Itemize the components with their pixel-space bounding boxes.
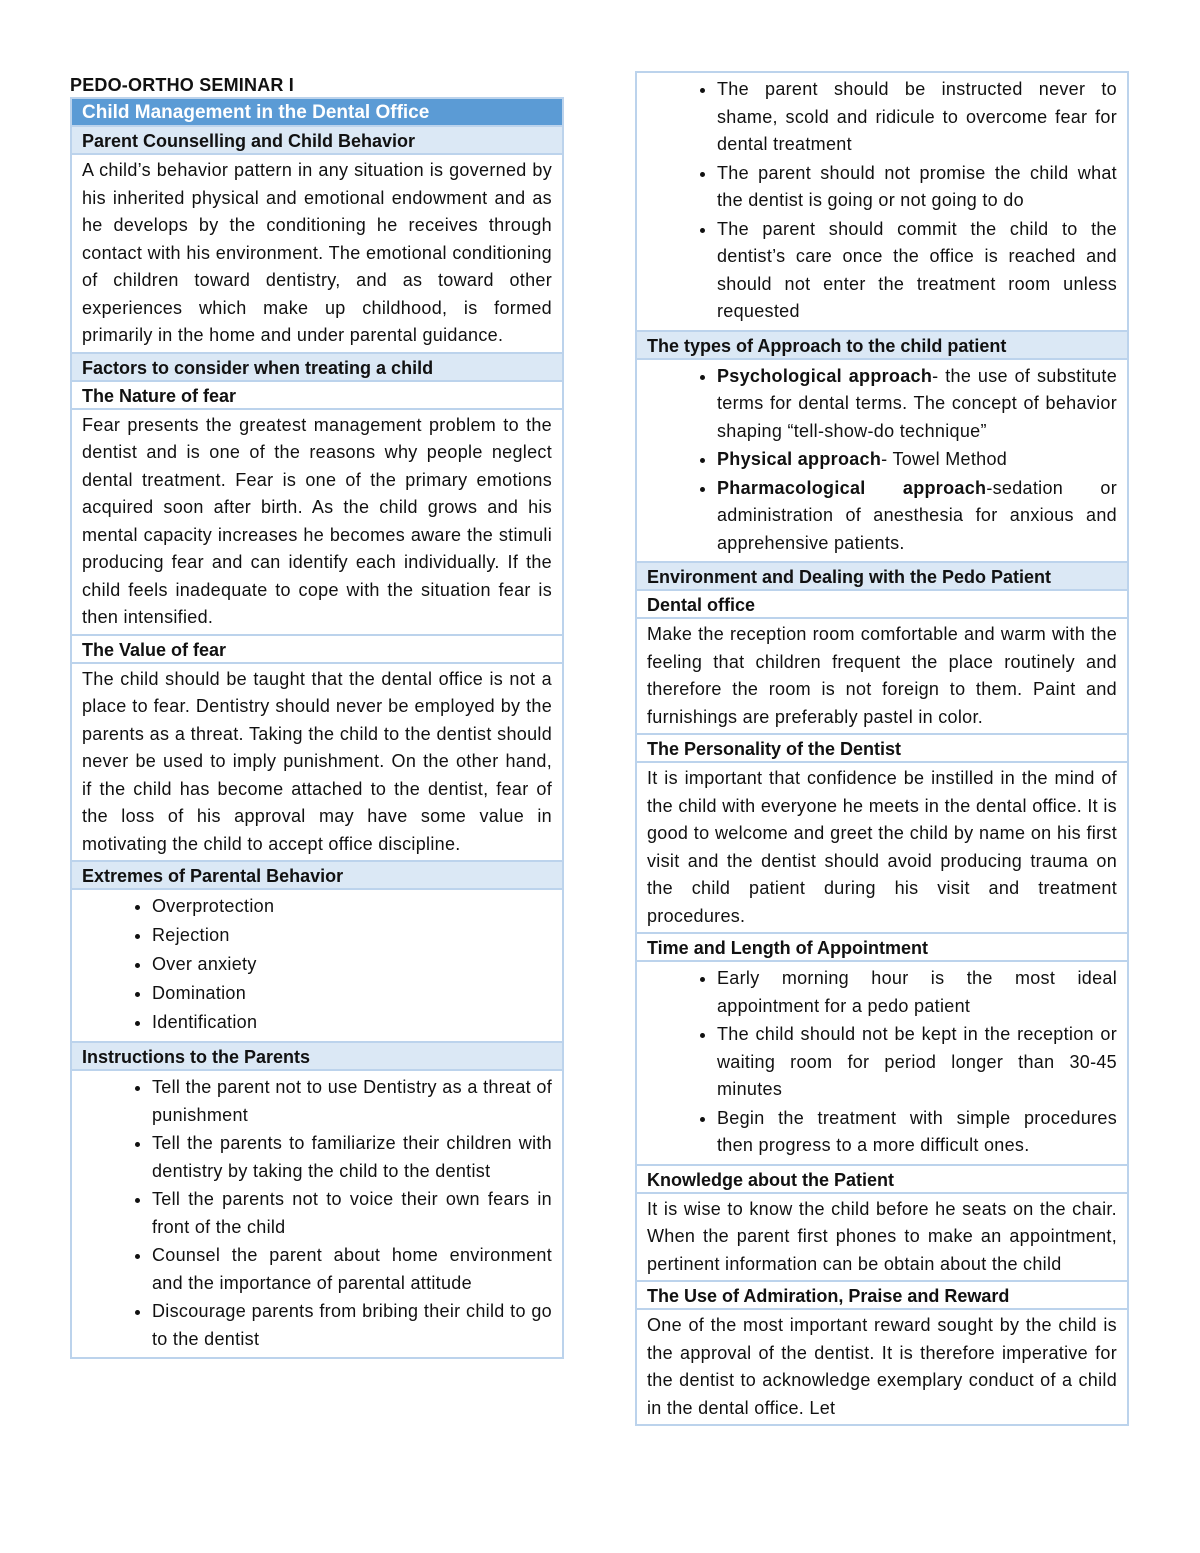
knowledge-text: It is wise to know the child before he seats on the chair. When the parent first phones to make an appointment, pertinent information can be obtain about the child [637,1194,1127,1283]
nature-of-fear-text: Fear presents the greatest management problem to the dentist and is one of the reasons why people neglect dental treatment. Fear is one of the primary emotions acquired soon after birth. As the child grows and his mental capacity increases he becomes aware the stimuli producing fear and can identify each individually. If the child feels inadequate to cope with the situation fear is then intensified. [72,410,562,636]
instructions-heading: Instructions to the Parents [72,1043,562,1071]
list-item [717,446,1117,474]
list-item: • Discourage parents from bribing their child to go to the dentist [152,1298,552,1353]
approach-list [637,360,1127,562]
list-item: • Begin the treatment with simple procedures then progress to a more difficult ones. [717,1105,1117,1160]
list-item: • The child should not be kept in the reception or waiting room for period longer than 30-45 minutes [717,1021,1117,1104]
list-item: • Domination [152,980,552,1008]
admiration-text: One of the most important reward sought by the child is the approval of the dentist. It is therefore imperative for the dentist to acknowledge exemplary conduct of a child in the dental office. Let [647,1315,1117,1418]
parent-counselling-heading: Parent Counselling and Child Behavior [72,127,562,155]
list-item: • The parent should commit the child to the dentist’s care once the office is reached and should not enter the treatment room unless requested [717,216,1117,326]
list-item: • Over anxiety [152,951,552,979]
list-item: • Tell the parent not to use Dentistry as a threat of punishment [152,1074,552,1129]
approach-text: - the use of substitute terms for dental terms. The concept of behavior shaping “tell-show-do technique” [717,365,1118,441]
list-item [717,475,1117,558]
left-column-table [70,97,564,1359]
personality-text: It is important that confidence be instilled in the mind of the child with everyone he meets in the dental office. It is good to welcome and greet the child by name on his first visit and the dentist should avoid producing trauma on the child patient during his visit and treatment procedures. [637,763,1127,934]
list-item: • Tell the parents not to voice their own fears in front of the child [152,1186,552,1241]
list-item: • Identification [152,1009,552,1037]
approach-list-cell [637,360,1127,564]
instructions-continued-list [637,73,1127,330]
extremes-heading: Extremes of Parental Behavior [72,862,562,890]
extremes-list-cell [72,890,562,1043]
approach-heading: The types of Approach to the child patient [637,332,1127,360]
parent-counselling-text: A child’s behavior pattern in any situation is governed by his inherited physical and emotional endowment and as he develops by the conditioning he receives through contact with his environment. The emotional conditioning of children toward dentistry, and as toward other experiences which make up childhood, is formed primarily in the home and under parental guidance. [72,155,562,354]
appointment-heading: Time and Length of Appointment [637,934,1127,962]
instructions-list [72,1071,562,1357]
list-item: • Counsel the parent about home environment and the importance of parental attitude [152,1242,552,1297]
instructions-list-cell [72,1071,562,1357]
list-item: • Overprotection [152,893,552,921]
list-item: • The parent should be instructed never to shame, scold and ridicule to overcome fear for dental treatment [717,76,1117,159]
instructions-continued-cell [637,73,1127,332]
factors-heading: Factors to consider when treating a child [72,354,562,382]
list-item: • Rejection [152,922,552,950]
approach-text: -sedation or administration of anesthesia for anxious and apprehensive patients. [717,477,1117,553]
value-of-fear-heading: The Value of fear [72,636,562,664]
personality-heading: The Personality of the Dentist [637,735,1127,763]
appointment-list [637,962,1127,1164]
dental-office-text: Make the reception room comfortable and warm with the feeling that children frequent the place routinely and therefore the room is not foreign to them. Paint and furnishings are preferably pastel in color. [637,619,1127,735]
environment-heading: Environment and Dealing with the Pedo Patient [637,563,1127,591]
list-item: • Tell the parents to familiarize their children with dentistry by taking the child to the dentist [152,1130,552,1185]
approach-text: - Towel Method [881,449,1008,469]
list-item: • The parent should not promise the child what the dentist is going or not going to do [717,160,1117,215]
document-title: PEDO-ORTHO SEMINAR I [70,75,295,95]
right-column-table [635,71,1129,1426]
section-title: Child Management in the Dental Office [72,99,562,127]
list-item [717,363,1117,446]
approach-label: Physical approach [717,449,882,469]
approach-label: Psychological approach [717,365,933,386]
list-item: • Early morning hour is the most ideal appointment for a pedo patient [717,965,1117,1020]
dental-office-heading: Dental office [637,591,1127,619]
admiration-heading: The Use of Admiration, Praise and Reward [637,1282,1127,1310]
knowledge-heading: Knowledge about the Patient [637,1166,1127,1194]
nature-of-fear-heading: The Nature of fear [72,382,562,410]
value-of-fear-text: The child should be taught that the dental office is not a place to fear. Dentistry should never be employed by the parents as a threat. Taking the child to the dentist should never be used to imply punishment. On the other hand, if the child has become attached to the dentist, fear of the loss of his approval may have some value in motivating the child to accept office discipline. [72,664,562,863]
approach-label: Pharmacological approach [717,477,987,498]
extremes-list [72,890,562,1041]
appointment-list-cell [637,962,1127,1166]
